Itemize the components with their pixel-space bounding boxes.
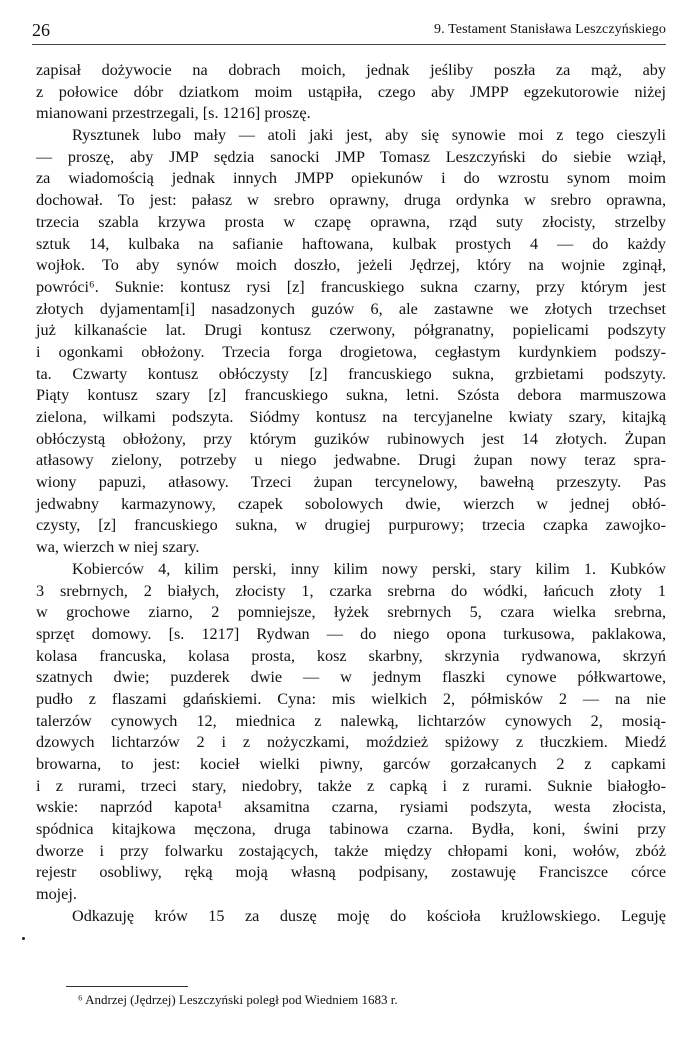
text-line: i ogonkami obłożony. Trzecia forga drogietowa, cegłastym kurdynkiem podszy- — [36, 342, 666, 361]
running-head: 9. Testament Stanisława Leszczyńskiego — [434, 22, 666, 37]
text-line: obłóczystą obłożony, przy którym guzików rubinowych jest 14 złotych. Żupan — [36, 429, 666, 448]
page-number: 26 — [32, 20, 50, 40]
text-line: wa, wierzch w niej szary. — [36, 538, 200, 557]
text-line: Rysztunek lubo mały — atoli jaki jest, aby się synowie moi z tego cieszyli — [72, 126, 666, 145]
text-line: wskie: naprzód kapota¹ aksamitna czarna, rysiami podszyta, westa złocista, — [36, 798, 666, 817]
text-line: Piąty kontusz szary [z] francuskiego sukna, letni. Szósta debora marmuszowa — [36, 386, 666, 405]
text-line: sprzęt domowy. [s. 1217] Rydwan — do niego opona turkusowa, paklakowa, — [36, 624, 666, 643]
header-rule — [32, 44, 666, 45]
text-line: ta. Czwarty kontusz obłóczysty [z] francuskiego sukna, grzbietami podszyty. — [36, 364, 666, 383]
text-line: i z rurami, trzeci stary, niedobry, także z capką i z rurami. Suknie białogło- — [36, 776, 666, 795]
text-line: mianowani przestrzegali, [s. 1216] proszę. — [36, 104, 311, 123]
text-line: wiony papuzi, atłasowy. Trzeci żupan tercynelowy, bawełną przeszyty. Pas — [36, 473, 666, 492]
text-line: złotych dyjamentam[i] nasadzonych guzów 6, ale zastawne we złotych trzechset — [36, 299, 666, 318]
text-line: browarna, to jest: kocieł wielki piwny, garców gorzałcanych 2 z capkami — [36, 755, 666, 773]
text-line: z połowice dóbr dziatkom moim ustąpiła, czego aby JMPP egzekutorowie niżej — [36, 82, 666, 101]
text-line: — proszę, aby JMP sędzia sanocki JMP Tomasz Leszczyński do siebie wziął, — [36, 147, 666, 166]
text-line: już kilkanaście lat. Drugi kontusz czerwony, półgranatny, popielicami podszyty — [36, 321, 666, 340]
text-line: dzowych lichtarzów 2 i z nożyczkami, moździeż spiżowy z tłuczkiem. Miedź — [36, 733, 666, 752]
text-line: szatnych dwie; puzderek dwie — w jednym flaszki cynowe półkwartowe, — [36, 668, 666, 687]
text-line: mojej. — [36, 885, 77, 904]
text-line: wojłok. To aby synów moich doszło, jeżeli Jędrzej, który na wojnie zginął, — [36, 256, 666, 275]
text-line: zapisał dożywocie na dobrach moich, jednak jeśliby poszła za mąż, aby — [36, 61, 666, 79]
text-line: Odkazuję krów 15 za duszę moję do kościoła krużlowskiego. Leguję — [72, 906, 666, 925]
text-line: spódnica kitajkowa męczona, druga tabinowa czarna. Bydła, koni, świni przy — [36, 820, 666, 839]
text-line: czysty, [z] francuskiego sukna, w drugiej purpurowy; trzecia czapka zawojko- — [36, 516, 666, 535]
text-line: 3 srebrnych, 2 białych, złocisty 1, czarka srebrna do wódki, łańcuch złoty 1 — [36, 581, 666, 600]
body-text — [36, 60, 666, 928]
footnote: ⁶ Andrzej (Jędrzej) Leszczyński poległ pod Wiedniem 1683 r. — [78, 992, 398, 1007]
text-line: atłasowy zielony, potrzeby u niego jedwabne. Drugi żupan nowy teraz spra- — [36, 451, 666, 470]
text-line: rejestr osobliwy, ręką moją własną podpisany, zostawuję Franciszce córce — [36, 863, 666, 882]
text-line: zielona, wilkami podszyta. Siódmy kontusz na tercyjanelne kwiaty szary, kitajką — [36, 408, 666, 426]
text-line: w grochowe ziarno, 2 pomniejsze, łyżek srebrnych 5, czara wielka srebrna, — [36, 603, 666, 622]
text-line: kolasa francuska, kolasa prosta, kosz skarbny, skrzynia rydwanowa, skrzyń — [36, 646, 666, 665]
footnote-rule — [66, 986, 188, 987]
text-line: pudło z flaszami gdańskiemi. Cyna: mis wielkich 2, półmisków 2 — na nie — [36, 689, 666, 708]
text-line: sztuk 14, kulbaka na safianie haftowana, kulbak prostych 4 — do każdy — [36, 234, 666, 253]
text-line: talerzów cynowych 12, miednica z nalewką, lichtarzów cynowych 2, mosią- — [36, 711, 666, 730]
margin-mark — [22, 937, 25, 940]
text-line: powróci⁶. Suknie: kontusz rysi [z] francuskiego sukna czarny, przy którym jest — [36, 277, 666, 296]
text-line: Kobierców 4, kilim perski, inny kilim nowy perski, stary kilim 1. Kubków — [72, 559, 666, 578]
text-line: jedwabny karmazynowy, czapek sobolowych dwie, wierzch w jednej obłó- — [36, 494, 666, 513]
text-line: trzecia szabla krzywa prosta w czapę oprawna, rząd suty złocisty, strzelby — [36, 212, 666, 231]
text-line: dworze i przy folwarku zostających, także między chłopami koni, wołów, zbóż — [36, 841, 666, 860]
text-line: za wiadomością jednak innych JMPP opiekunów i do wzrostu synom moim — [36, 169, 666, 188]
text-line: dochował. To jest: pałasz w srebro oprawny, druga ordynka w srebro oprawna, — [36, 191, 666, 210]
page-header — [32, 20, 666, 44]
